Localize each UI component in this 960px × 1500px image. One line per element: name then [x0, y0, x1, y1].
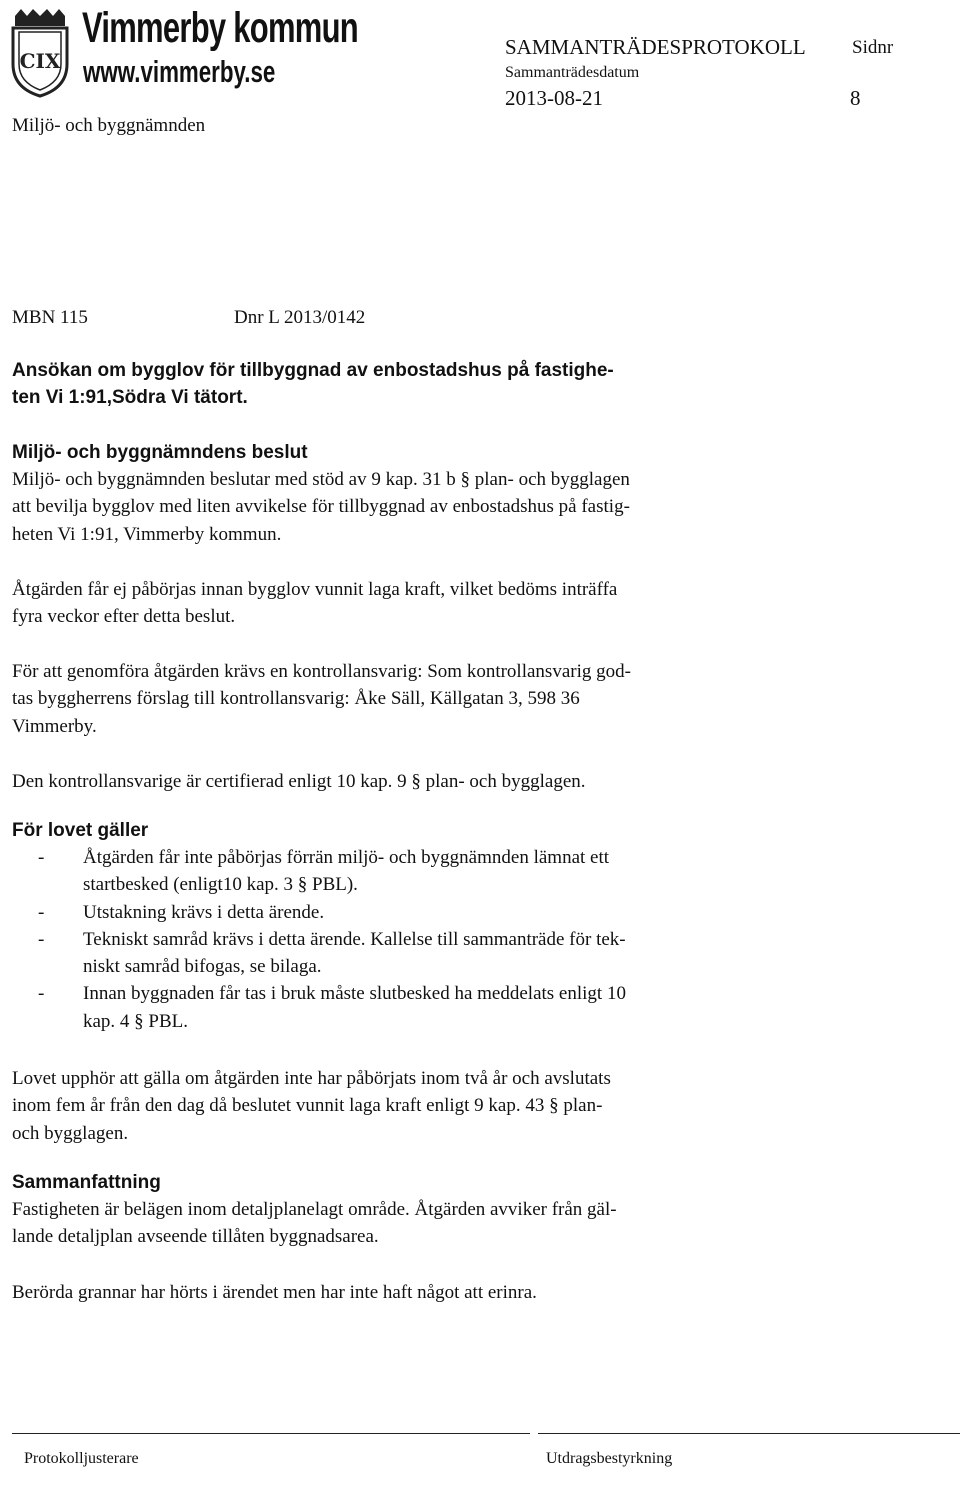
paragraph-line: fyra veckor efter detta beslut. — [12, 606, 236, 628]
paragraph-line: tas byggherrens förslag till kontrollansvarig: Åke Säll, Källgatan 3, 598 36 — [12, 688, 580, 710]
paragraph-line: Vimmerby. — [12, 715, 97, 737]
org-name: Vimmerby kommun — [82, 4, 358, 52]
list-item — [38, 899, 626, 926]
paragraph-line: heten Vi 1:91, Vimmerby kommun. — [12, 523, 282, 545]
case-title — [12, 357, 812, 412]
org-url[interactable]: www.vimmerby.se — [83, 54, 276, 89]
list-item-line: Innan byggnaden får tas i bruk måste slutbesked ha meddelats enligt 10 — [83, 983, 626, 1005]
decision-paragraph — [12, 466, 772, 548]
list-item — [38, 926, 626, 981]
meeting-date: 2013-08-21 — [505, 86, 603, 110]
svg-text:CIX: CIX — [19, 49, 61, 73]
list-item-line: kap. 4 § PBL. — [83, 1010, 189, 1032]
decision-heading: Miljö- och byggnämndens beslut — [12, 442, 308, 463]
meeting-date-label: Sammanträdesdatum — [505, 64, 640, 81]
case-number: Dnr L 2013/0142 — [234, 307, 366, 328]
list-item-line: Utstakning krävs i detta ärende. — [83, 901, 325, 923]
case-title-line: ten Vi 1:91,Södra Vi tätort. — [12, 387, 248, 409]
paragraph-line: Fastigheten är belägen inom detaljplanelagt område. Åtgärden avviker från gäl- — [12, 1199, 617, 1220]
committee-name: Miljö- och byggnämnden — [12, 115, 206, 136]
paragraph-reference: MBN 115 — [12, 307, 88, 328]
certification-paragraph — [12, 768, 772, 795]
paragraph-line: Den kontrollansvarige är certifierad enligt 10 kap. 9 § plan- och bygglagen. — [12, 771, 586, 792]
neighbours-paragraph — [12, 1279, 772, 1306]
paragraph-line: och bygglagen. — [12, 1122, 129, 1144]
paragraph-line: Åtgärden får ej påbörjas innan bygglov vunnit laga kraft, vilket bedöms inträffa — [12, 579, 618, 600]
paragraph-line: Lovet upphör att gälla om åtgärden inte har påbörjats inom två år och avslutats — [12, 1068, 611, 1089]
paragraph-line: lande detaljplan avseende tillåten byggnadsarea. — [12, 1226, 379, 1248]
controller-paragraph — [12, 658, 772, 740]
summary-paragraph — [12, 1196, 772, 1251]
municipal-seal — [7, 6, 73, 98]
footer-divider-left — [12, 1433, 530, 1434]
paragraph-line: För att genomföra åtgärden krävs en kontrollansvarig: Som kontrollansvarig god- — [12, 661, 631, 682]
footer-certification-label: Utdragsbestyrkning — [546, 1450, 673, 1467]
footer-signature-label: Protokolljusterare — [24, 1450, 139, 1467]
page-number-label: Sidnr — [852, 37, 894, 58]
list-dash: - — [38, 928, 45, 950]
case-title-line: Ansökan om bygglov för tillbyggnad av enbostadshus på fastighe- — [12, 360, 614, 381]
conditions-list — [38, 844, 626, 1035]
start-restriction-paragraph — [12, 576, 772, 631]
list-item-line: Tekniskt samråd krävs i detta ärende. Kallelse till sammanträde för tek- — [83, 928, 626, 950]
list-item-line: startbesked (enligt10 kap. 3 § PBL). — [83, 874, 358, 896]
list-item — [38, 844, 626, 899]
conditions-heading: För lovet gäller — [12, 820, 149, 841]
paragraph-line: inom fem år från den dag då beslutet vunnit laga kraft enligt 9 kap. 43 § plan- — [12, 1095, 603, 1117]
paragraph-line: Berörda grannar har hörts i ärendet men har inte haft något att erinra. — [12, 1282, 537, 1303]
paragraph-line: Miljö- och byggnämnden beslutar med stöd av 9 kap. 31 b § plan- och bygglagen — [12, 469, 630, 490]
list-dash: - — [38, 901, 45, 923]
paragraph-line: att bevilja bygglov med liten avvikelse för tillbyggnad av enbostadshus på fastig- — [12, 496, 630, 518]
list-dash: - — [38, 847, 45, 868]
list-item-line: Åtgärden får inte påbörjas förrän miljö- och byggnämnden lämnat ett — [83, 847, 610, 868]
page-number: 8 — [850, 86, 861, 110]
footer-divider-right — [538, 1433, 960, 1434]
summary-heading: Sammanfattning — [12, 1172, 161, 1193]
doc-type: SAMMANTRÄDESPROTOKOLL — [505, 35, 806, 59]
list-item — [38, 980, 626, 1035]
list-dash: - — [38, 983, 45, 1005]
validity-paragraph — [12, 1065, 772, 1147]
list-item-line: niskt samråd bifogas, se bilaga. — [83, 956, 322, 978]
